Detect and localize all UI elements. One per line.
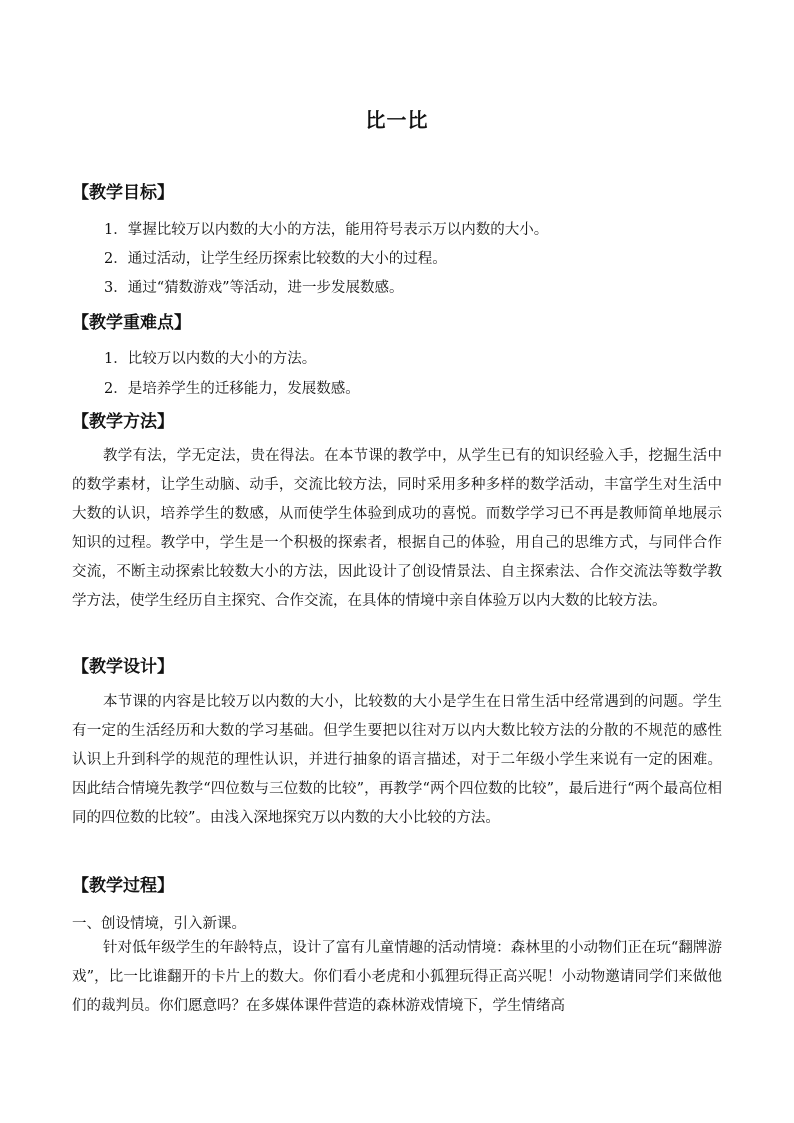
- page-title: 比一比: [365, 108, 429, 132]
- process-heading: 【教学过程】: [72, 876, 174, 896]
- key-points-heading: 【教学重难点】: [72, 313, 191, 333]
- key-point-item-2: 2．是培养学生的迁移能力，发展数感。: [104, 381, 360, 397]
- process-paragraph: 针对低年级学生的年龄特点，设计了富有儿童情趣的活动情境：森林里的小动物们正在玩“翻牌游戏”，比一比谁翻开的卡片上的数大。你们看小老虎和小狐狸玩得正高兴呢！小动物邀请同学们来做他们的裁判员。你们愿意吗？在多媒体课件营造的森林游戏情境下，学生情绪高: [72, 940, 722, 1014]
- methods-paragraph: 教学有法，学无定法，贵在得法。在本节课的教学中，从学生已有的知识经验入手，挖掘生活中的数学素材，让学生动脑、动手，交流比较方法，同时采用多种多样的数学活动，丰富学生对生活中大数的认识，培养学生的数感，从而使学生体验到成功的喜悦。而数学学习已不再是教师简单地展示知识的过程。教学中，学生是一个积极的探索者，根据自己的体验，用自己的思维方式，与同伴合作交流，不断主动探索比较数大小的方法，因此设计了创设情景法、自主探索法、合作交流法等数学教学方法，使学生经历自主探究、合作交流，在具体的情境中亲自体验万以内大数的比较方法。: [72, 448, 722, 609]
- objective-item-2: 2．通过活动，让学生经历探索比较数的大小的过程。: [104, 251, 447, 267]
- objectives-heading: 【教学目标】: [72, 183, 174, 203]
- design-heading: 【教学设计】: [72, 657, 174, 677]
- objective-item-1: 1．掌握比较万以内数的大小的方法，能用符号表示万以内数的大小。: [104, 222, 549, 238]
- design-paragraph: 本节课的内容是比较万以内数的大小，比较数的大小是学生在日常生活中经常遇到的问题。学生有一定的生活经历和大数的学习基础。但学生要把以往对万以内大数比较方法的分散的不规范的感性认识上升到科学的规范的理性认识，并进行抽象的语言描述，对于二年级小学生来说有一定的困难。因此结合情境先教学“四位数与三位数的比较”，再教学“两个四位数的比较”，最后进行“两个最高位相同的四位数的比较”。由浅入深地探究万以内数的大小比较的方法。: [72, 694, 722, 826]
- key-point-item-1: 1．比较万以内数的大小的方法。: [104, 351, 317, 367]
- objective-item-3: 3．通过“猜数游戏”等活动，进一步发展数感。: [104, 280, 404, 296]
- methods-heading: 【教学方法】: [72, 412, 174, 432]
- process-step-1: 一、创设情境，引入新课。: [72, 916, 246, 932]
